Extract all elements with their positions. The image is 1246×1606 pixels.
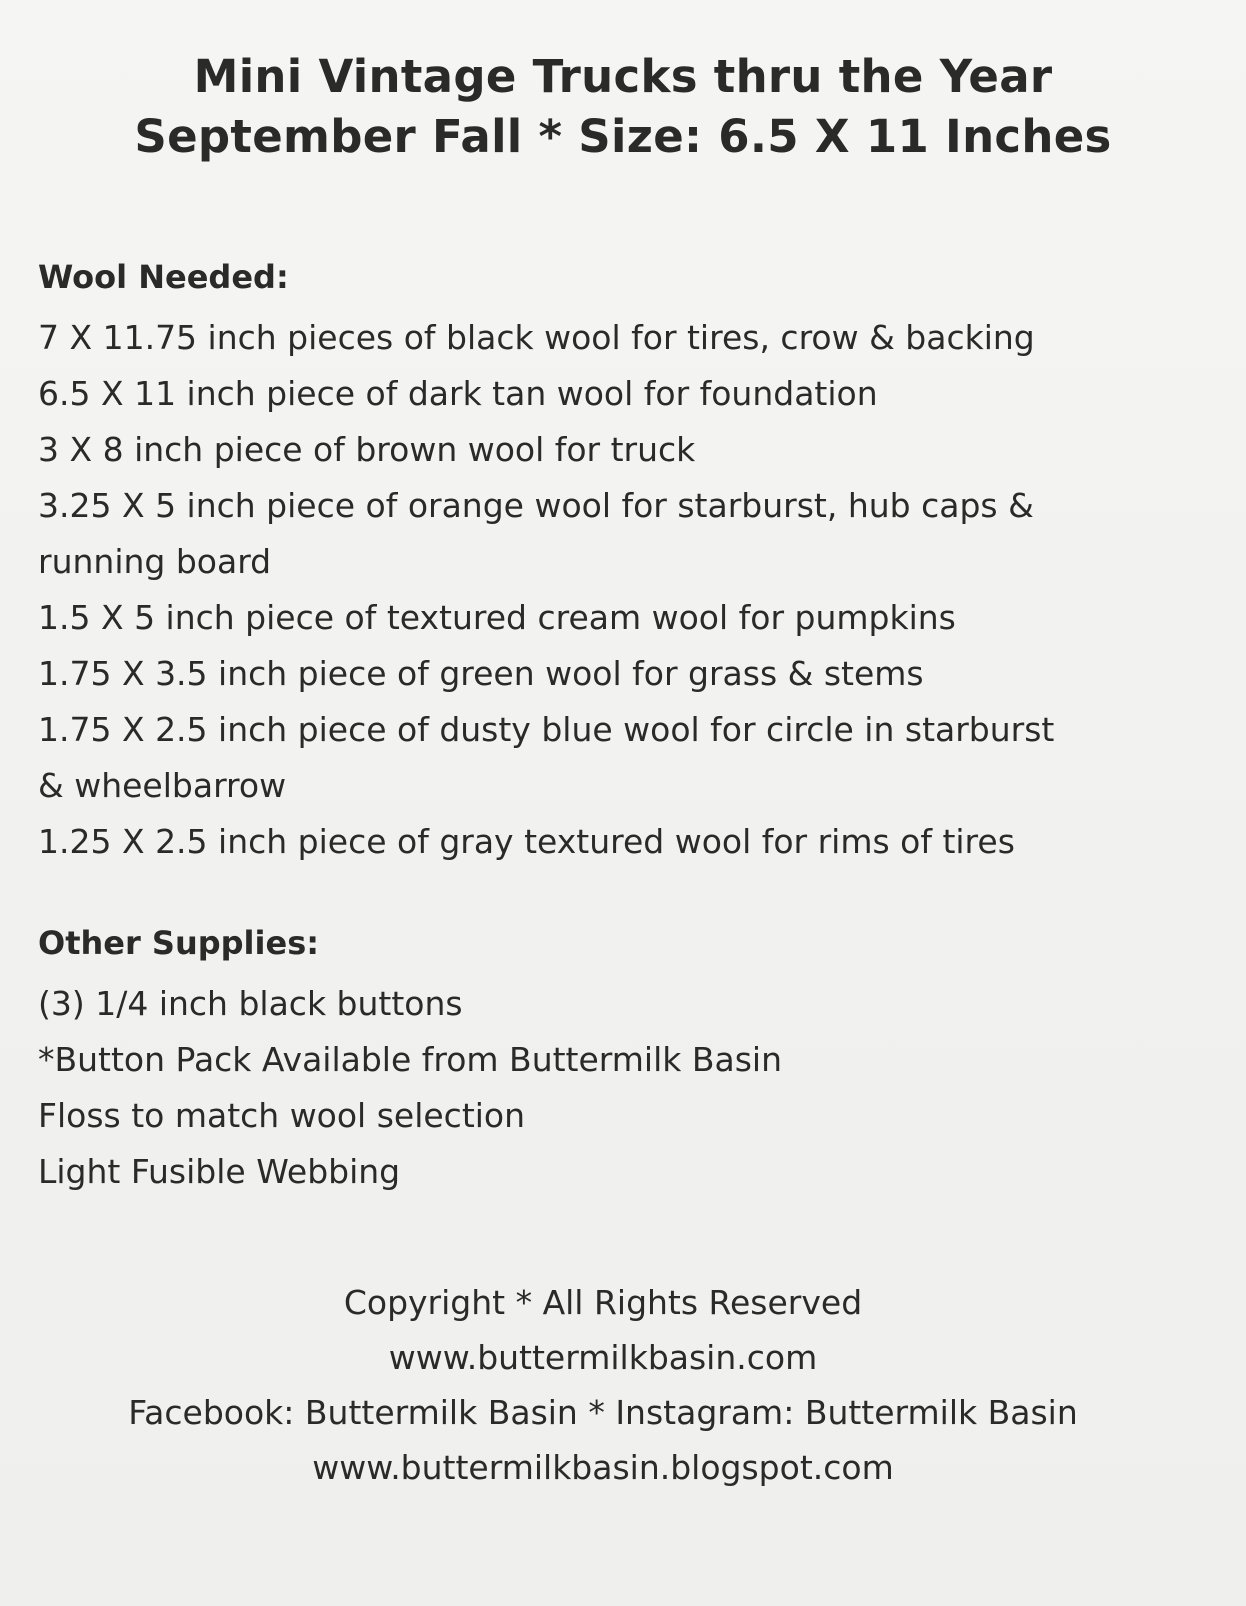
supply-item: (3) 1/4 inch black buttons: [38, 984, 463, 1023]
supply-item: Light Fusible Webbing: [38, 1152, 401, 1191]
wool-needed-heading: Wool Needed:: [38, 258, 289, 296]
wool-item: 7 X 11.75 inch pieces of black wool for tires, crow & backing: [38, 318, 1035, 357]
copyright-notice: Copyright * All Rights Reserved: [343, 1283, 863, 1322]
wool-item: 1.5 X 5 inch piece of textured cream wool for pumpkins: [38, 598, 956, 637]
other-supplies-heading: Other Supplies:: [38, 924, 320, 962]
supply-item: Floss to match wool selection: [38, 1096, 526, 1135]
wool-item: 6.5 X 11 inch piece of dark tan wool for foundation: [38, 374, 878, 413]
wool-item-continuation: & wheelbarrow: [38, 766, 287, 805]
wool-item-continuation: running board: [38, 542, 272, 581]
wool-item: 1.75 X 2.5 inch piece of dusty blue wool for circle in starburst: [38, 710, 1055, 749]
wool-item: 3.25 X 5 inch piece of orange wool for starburst, hub caps &: [38, 486, 1034, 525]
other-supplies-section: [38, 920, 1218, 1200]
footer: [0, 1275, 1206, 1495]
pattern-title: Mini Vintage Trucks thru the Year: [193, 50, 1053, 103]
wool-needed-section: [38, 254, 1218, 870]
title-block: [0, 48, 1246, 165]
blog-url: www.buttermilkbasin.blogspot.com: [312, 1448, 894, 1487]
pattern-subtitle: September Fall * Size: 6.5 X 11 Inches: [134, 110, 1112, 163]
social-media-line: Facebook: Buttermilk Basin * Instagram: Buttermilk Basin: [128, 1393, 1078, 1432]
wool-item: 3 X 8 inch piece of brown wool for truck: [38, 430, 696, 469]
website-url: www.buttermilkbasin.com: [388, 1338, 818, 1377]
wool-item: 1.75 X 3.5 inch piece of green wool for grass & stems: [38, 654, 924, 693]
supply-item: *Button Pack Available from Buttermilk Basin: [38, 1040, 782, 1079]
wool-item: 1.25 X 2.5 inch piece of gray textured wool for rims of tires: [38, 822, 1015, 861]
